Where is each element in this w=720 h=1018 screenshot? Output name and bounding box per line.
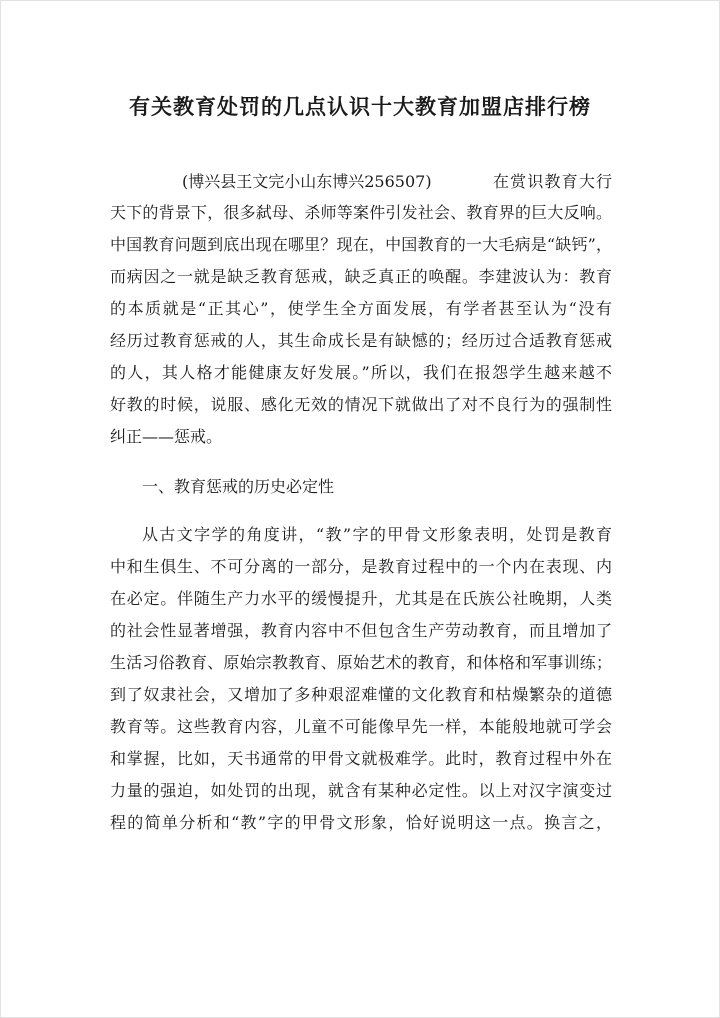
text-line: 从古文字学的角度讲，“教”字的甲骨文形象表明，处罚是教育 [142, 525, 612, 544]
author-line: (博兴县王文完小山东博兴256507) [182, 172, 432, 191]
text-line: 中和生俱生、不可分离的一部分，是教育过程中的一个内在表现、内 [110, 557, 612, 576]
text-line: 程的简单分析和“教”字的甲骨文形象，恰好说明这一点。换言之， [110, 813, 612, 832]
text-line: 教育等。这些教育内容，儿童不可能像早先一样，本能般地就可学会 [110, 717, 612, 736]
text-line: 天下的背景下，很多弑母、杀师等案件引发社会、教育界的巨大反响。 [110, 203, 612, 222]
text-line: 力量的强迫，如处罚的出现，就含有某种必定性。以上对汉字演变过 [110, 781, 612, 800]
intro-first-line: 在赏识教育大行 [493, 172, 612, 191]
text-line: 纠正——惩戒。 [110, 427, 223, 446]
text-line: 到了奴隶社会，又增加了多种艰涩难懂的文化教育和枯燥繁杂的道德 [110, 685, 612, 704]
text-line: 的本质就是“正其心”，使学生全方面发展，有学者甚至认为“没有 [110, 299, 612, 318]
text-line: 在必定。伴随生产力水平的缓慢提升，尤其是在氏族公社晚期，人类 [110, 589, 612, 608]
text-line: 生活习俗教育、原始宗教教育、原始艺术的教育，和体格和军事训练； [110, 653, 612, 672]
text-line: 的社会性显著增强，教育内容中不但包含生产劳动教育，而且增加了 [110, 621, 612, 640]
section-heading: 一、教育惩戒的历史必定性 [142, 477, 335, 496]
text-line: 而病因之一就是缺乏教育惩戒，缺乏真正的唤醒。李建波认为：教育 [110, 267, 612, 286]
text-line: 和掌握，比如，天书通常的甲骨文就极难学。此时，教育过程中外在 [110, 749, 612, 768]
text-line: 的人，其人格才能健康友好发展。”所以，我们在报怨学生越来越不 [110, 363, 612, 382]
document-title: 有关教育处罚的几点认识十大教育加盟店排行榜 [129, 94, 591, 119]
text-line: 好教的时候，说服、感化无效的情况下就做出了对不良行为的强制性 [110, 395, 612, 414]
text-line: 经历过教育惩戒的人，其生命成长是有缺憾的；经历过合适教育惩戒 [110, 331, 612, 350]
text-line: 中国教育问题到底出现在哪里？现在，中国教育的一大毛病是“缺钙”， [110, 235, 612, 254]
